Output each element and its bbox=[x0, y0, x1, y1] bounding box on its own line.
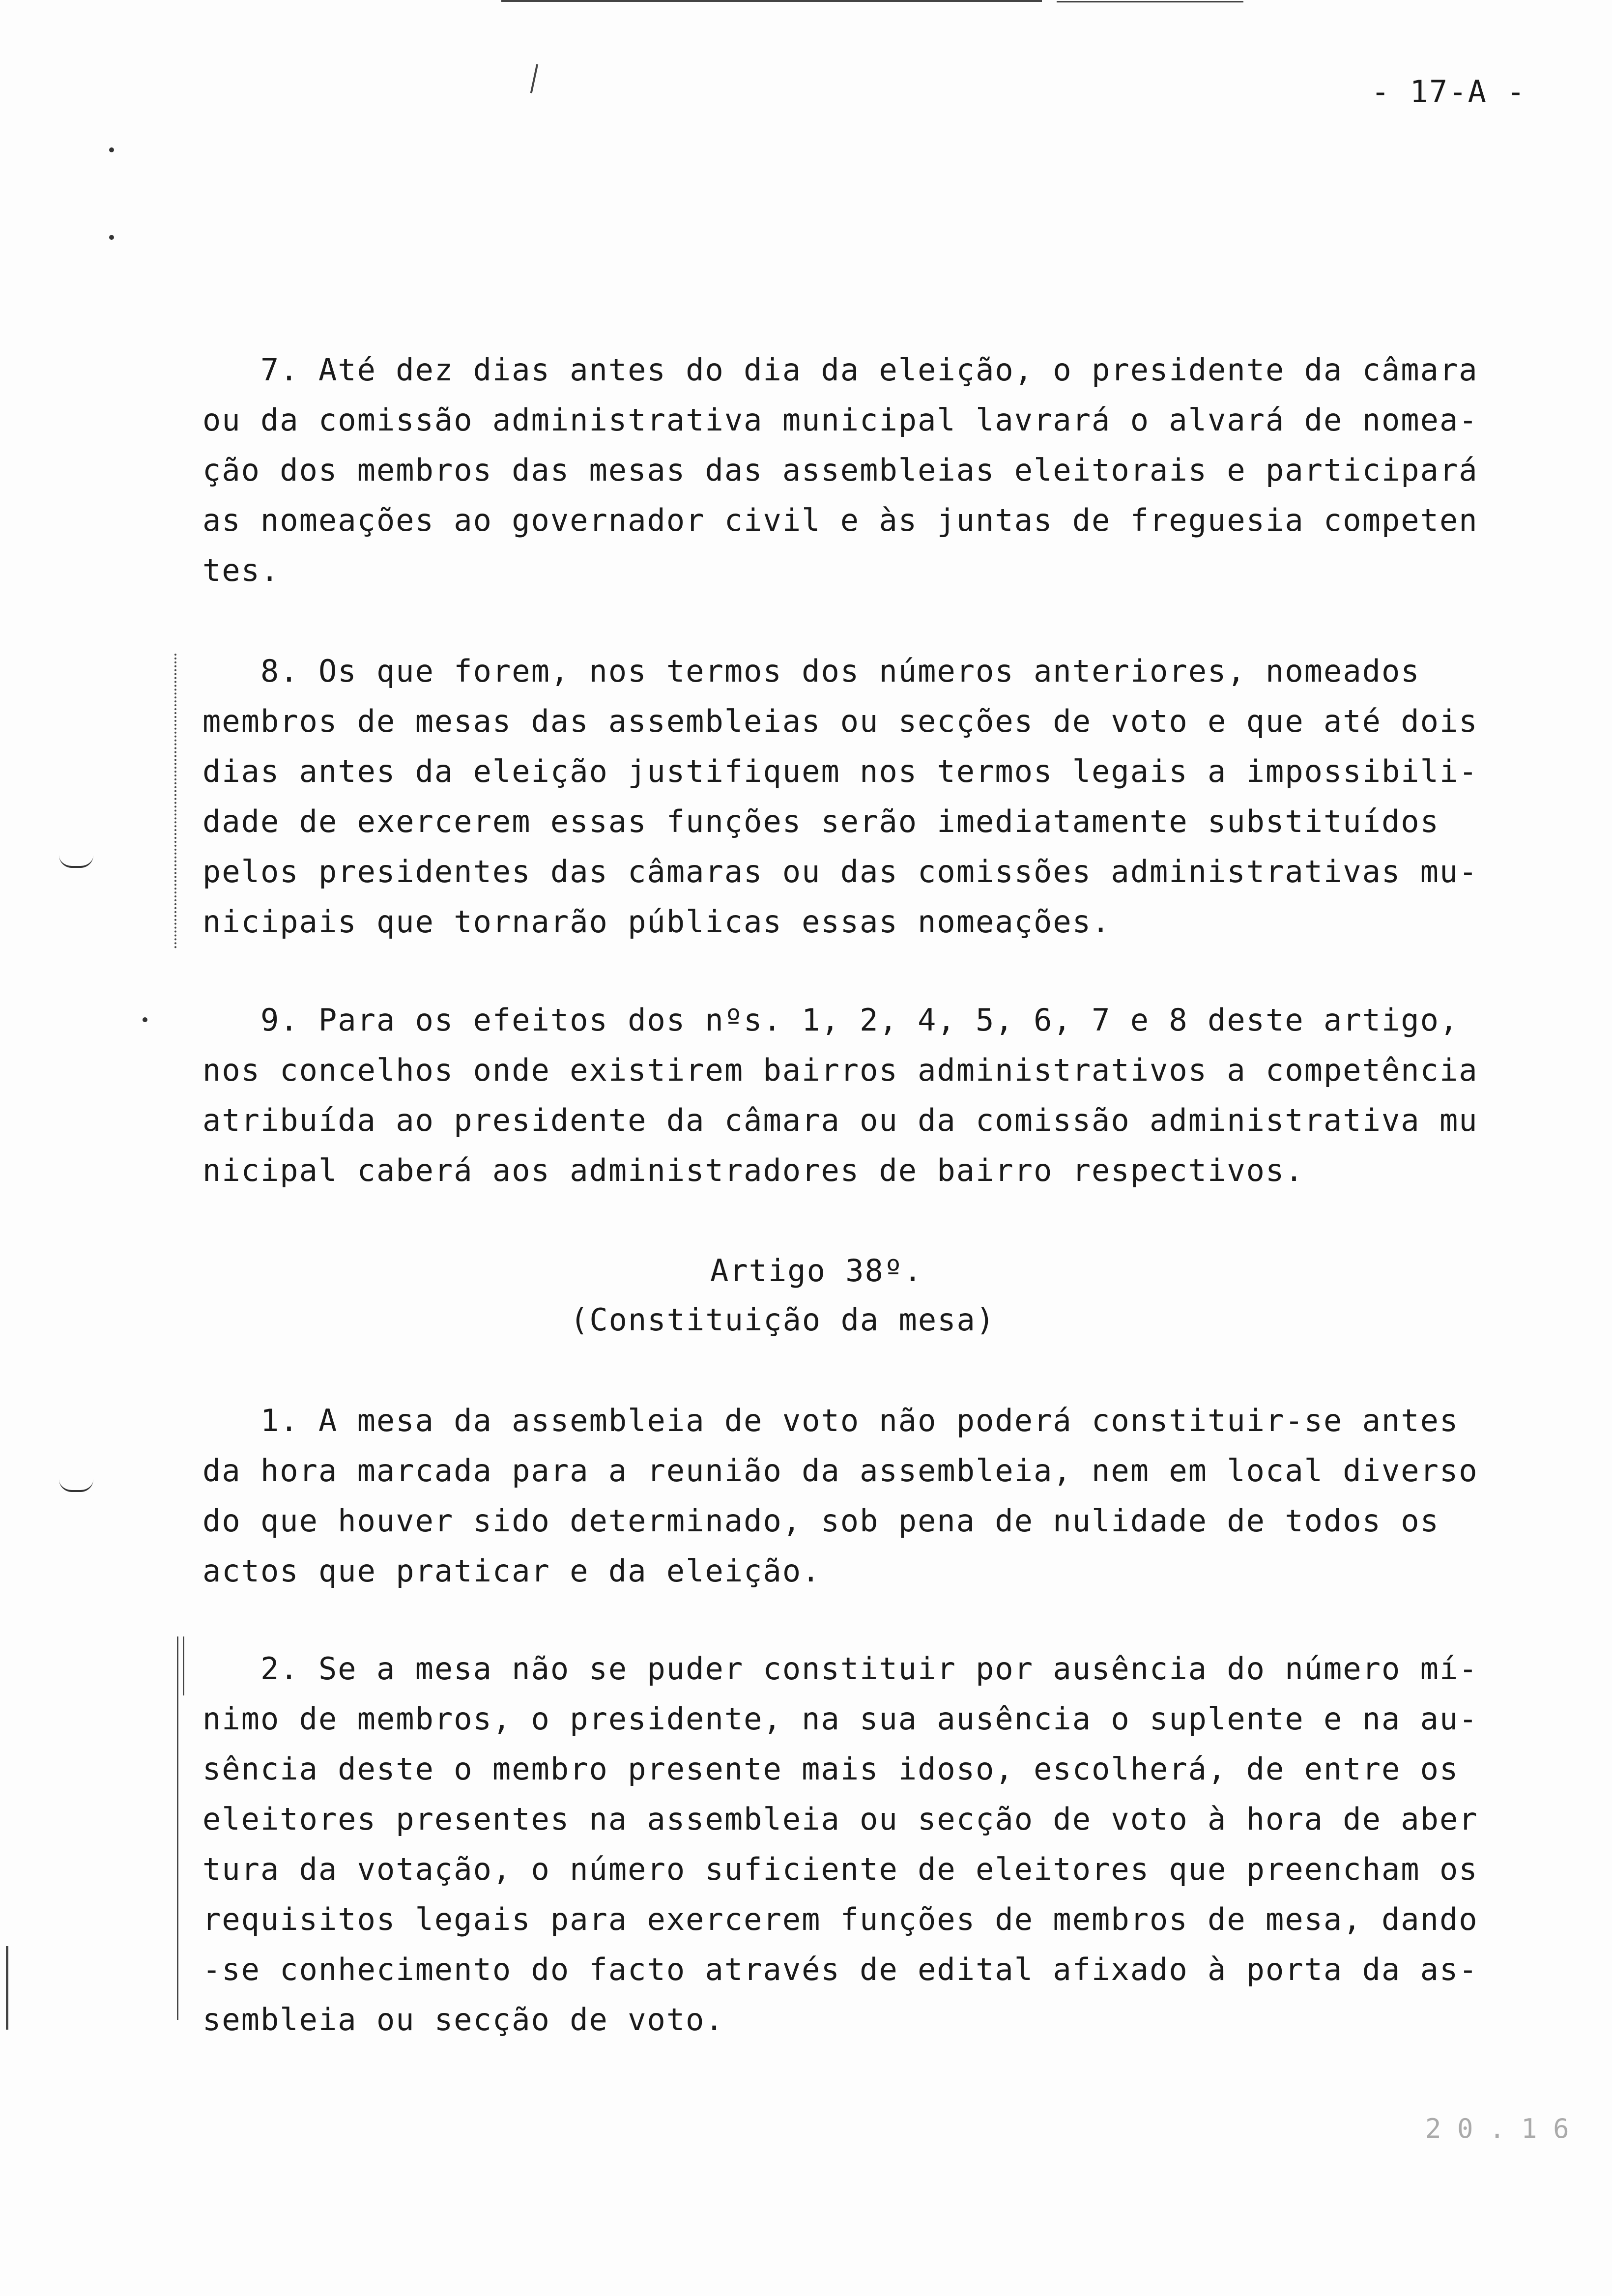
paragraph-8-line: pelos presidentes das câmaras ou das comissões administrativas mu- bbox=[202, 854, 1478, 890]
paragraph-7-line: ou da comissão administrativa municipal lavrará o alvará de nomea- bbox=[202, 402, 1478, 438]
article-title: Artigo 38º. bbox=[710, 1253, 923, 1289]
scan-speck bbox=[143, 1017, 147, 1022]
faint-stamp-number: 2 0 . 1 6 bbox=[1425, 2113, 1569, 2144]
article-paragraph-2-line: sembleia ou secção de voto. bbox=[202, 2002, 724, 2038]
scan-edge-line bbox=[1057, 1, 1243, 2]
article-paragraph-1-line: actos que praticar e da eleição. bbox=[202, 1553, 821, 1589]
article-paragraph-2-line: tura da votação, o número suficiente de eleitores que preencham os bbox=[202, 1851, 1478, 1887]
article-paragraph-1-line: do que houver sido determinado, sob pena de nulidade de todos os bbox=[202, 1503, 1439, 1539]
article-paragraph-2-line: eleitores presentes na assembleia ou secção de voto à hora de aber bbox=[202, 1801, 1478, 1837]
margin-bracket-mark bbox=[59, 855, 93, 868]
paragraph-8-line: dias antes da eleição justifiquem nos termos legais a impossibili- bbox=[202, 753, 1478, 789]
scan-speck bbox=[109, 147, 114, 152]
margin-revision-bar bbox=[177, 1636, 178, 2020]
article-paragraph-2-line: 2. Se a mesa não se puder constituir por ausência do número mí- bbox=[260, 1651, 1478, 1687]
paragraph-7-line: ção dos membros das mesas das assembleias eleitorais e participará bbox=[202, 452, 1478, 488]
paragraph-9-line: atribuída ao presidente da câmara ou da comissão administrativa mu bbox=[202, 1102, 1478, 1138]
paragraph-7-line: tes. bbox=[202, 552, 280, 588]
paragraph-7-line: as nomeações ao governador civil e às juntas de freguesia competen bbox=[202, 502, 1478, 538]
margin-revision-bar bbox=[174, 654, 176, 948]
article-subtitle: (Constituição da mesa) bbox=[570, 1302, 996, 1338]
paragraph-8-line: membros de mesas das assembleias ou secções de voto e que até dois bbox=[202, 703, 1478, 739]
scan-speck bbox=[109, 235, 114, 240]
page-number: - 17-A - bbox=[1371, 74, 1526, 110]
article-paragraph-2-line: sência deste o membro presente mais idoso, escolherá, de entre os bbox=[202, 1751, 1459, 1787]
article-paragraph-2-line: nimo de membros, o presidente, na sua ausência o suplente e na au- bbox=[202, 1701, 1478, 1737]
margin-ink-mark bbox=[6, 1946, 8, 2030]
article-paragraph-2-line: -se conhecimento do facto através de edital afixado à porta da as- bbox=[202, 1952, 1478, 1987]
paragraph-9-line: nicipal caberá aos administradores de bairro respectivos. bbox=[202, 1152, 1304, 1188]
paragraph-8-line: 8. Os que forem, nos termos dos números anteriores, nomeados bbox=[260, 653, 1420, 689]
article-paragraph-1-line: da hora marcada para a reunião da assembleia, nem em local diverso bbox=[202, 1453, 1478, 1489]
paragraph-7-line: 7. Até dez dias antes do dia da eleição, o presidente da câmara bbox=[260, 352, 1478, 388]
paragraph-9-line: nos concelhos onde existirem bairros administrativos a competência bbox=[202, 1052, 1478, 1088]
article-paragraph-2-line: requisitos legais para exercerem funções de membros de mesa, dando bbox=[202, 1901, 1478, 1937]
paragraph-8-line: nicipais que tornarão públicas essas nomeações. bbox=[202, 904, 1111, 940]
margin-bracket-mark bbox=[59, 1479, 93, 1492]
scan-mark bbox=[530, 64, 538, 93]
margin-revision-bar bbox=[183, 1636, 184, 1695]
paragraph-8-line: dade de exercerem essas funções serão imediatamente substituídos bbox=[202, 804, 1439, 839]
paragraph-9-line: 9. Para os efeitos dos nºs. 1, 2, 4, 5, 6, 7 e 8 deste artigo, bbox=[260, 1002, 1459, 1038]
scan-edge-line bbox=[501, 0, 1042, 2]
article-paragraph-1-line: 1. A mesa da assembleia de voto não poderá constituir-se antes bbox=[260, 1403, 1459, 1438]
